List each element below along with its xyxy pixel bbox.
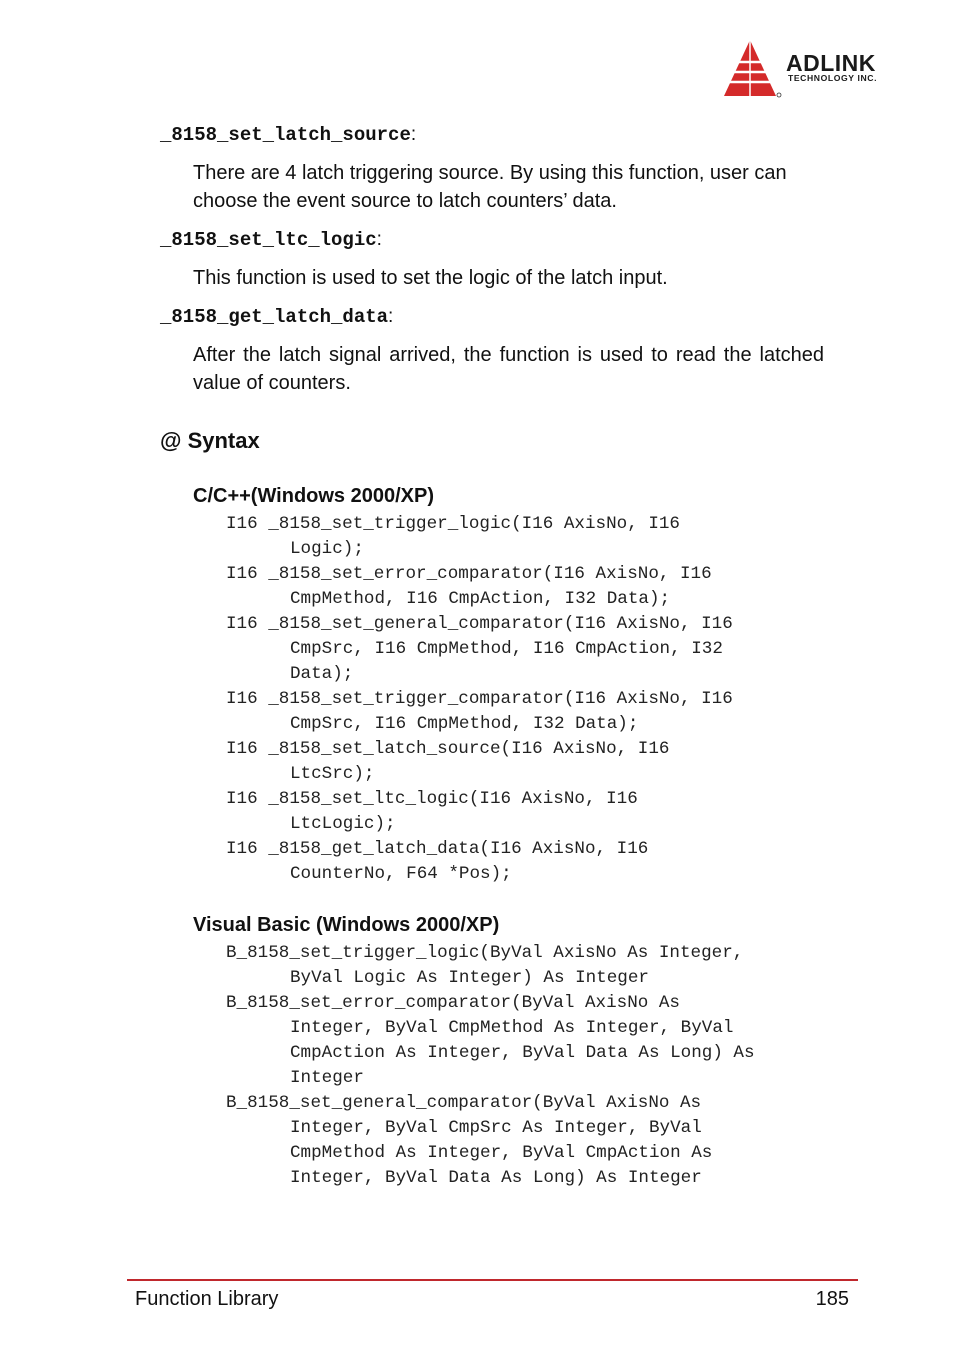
code-line: Data); <box>290 664 354 684</box>
code-line: LtcSrc); <box>290 764 375 784</box>
code-line: Integer, ByVal CmpMethod As Integer, ByVal <box>290 1018 734 1038</box>
page-number: 185 <box>815 1288 849 1310</box>
code-line: ByVal Logic As Integer) As Integer <box>290 968 649 988</box>
code-line: B_8158_set_trigger_logic(ByVal AxisNo As Integer, <box>226 943 744 963</box>
code-line: Integer, ByVal Data As Long) As Integer <box>290 1168 702 1188</box>
code-line: CounterNo, F64 *Pos); <box>290 864 512 884</box>
code-line: CmpSrc, I16 CmpMethod, I32 Data); <box>290 714 639 734</box>
function-colon: : <box>376 229 382 250</box>
c-code-block <box>226 512 733 887</box>
code-line: CmpMethod As Integer, ByVal CmpAction As <box>290 1143 713 1163</box>
code-line: I16 _8158_get_latch_data(I16 AxisNo, I16 <box>226 839 649 859</box>
function-name: _8158_set_latch_source <box>160 124 411 146</box>
function-heading <box>160 229 382 251</box>
code-line: I16 _8158_set_general_comparator(I16 AxisNo, I16 <box>226 614 733 634</box>
vb-syntax-heading: Visual Basic (Windows 2000/XP) <box>193 914 500 936</box>
vb-code-block <box>226 941 755 1191</box>
footer-rule <box>127 1279 858 1281</box>
code-line: I16 _8158_set_trigger_logic(I16 AxisNo, I16 <box>226 514 680 534</box>
code-line: CmpMethod, I16 CmpAction, I32 Data); <box>290 589 671 609</box>
code-line: Logic); <box>290 539 364 559</box>
footer-section-title: Function Library <box>135 1288 279 1310</box>
function-heading <box>160 124 416 146</box>
code-line: B_8158_set_general_comparator(ByVal AxisNo As <box>226 1093 702 1113</box>
code-line: I16 _8158_set_ltc_logic(I16 AxisNo, I16 <box>226 789 638 809</box>
adlink-triangle-icon <box>722 38 782 100</box>
code-line: Integer, ByVal CmpSrc As Integer, ByVal <box>290 1118 702 1138</box>
code-line: CmpAction As Integer, ByVal Data As Long) As <box>290 1043 755 1063</box>
function-heading <box>160 306 393 328</box>
syntax-heading: @ Syntax <box>160 428 260 453</box>
code-line: LtcLogic); <box>290 814 396 834</box>
function-name: _8158_get_latch_data <box>160 306 389 328</box>
brand-name: ADLINK <box>786 50 876 76</box>
code-line: CmpSrc, I16 CmpMethod, I16 CmpAction, I32 <box>290 639 723 659</box>
brand-subtitle: TECHNOLOGY INC. <box>788 73 878 83</box>
function-colon: : <box>410 124 417 145</box>
function-name: _8158_set_ltc_logic <box>160 229 377 251</box>
code-line: Integer <box>290 1068 364 1088</box>
function-description: After the latch signal arrived, the function is used to read the latched value of counters. <box>193 344 824 394</box>
function-colon: : <box>388 306 394 327</box>
c-syntax-heading: C/C++(Windows 2000/XP) <box>193 485 434 507</box>
function-description: This function is used to set the logic of the latch input. <box>193 267 668 289</box>
code-line: I16 _8158_set_trigger_comparator(I16 AxisNo, I16 <box>226 689 733 709</box>
code-line: I16 _8158_set_latch_source(I16 AxisNo, I16 <box>226 739 670 759</box>
code-line: I16 _8158_set_error_comparator(I16 AxisNo, I16 <box>226 564 712 584</box>
adlink-logo <box>722 38 912 100</box>
code-line: B_8158_set_error_comparator(ByVal AxisNo As <box>226 993 680 1013</box>
function-description: There are 4 latch triggering source. By using this function, user can choose the event source to latch counters’ data. <box>193 162 787 212</box>
